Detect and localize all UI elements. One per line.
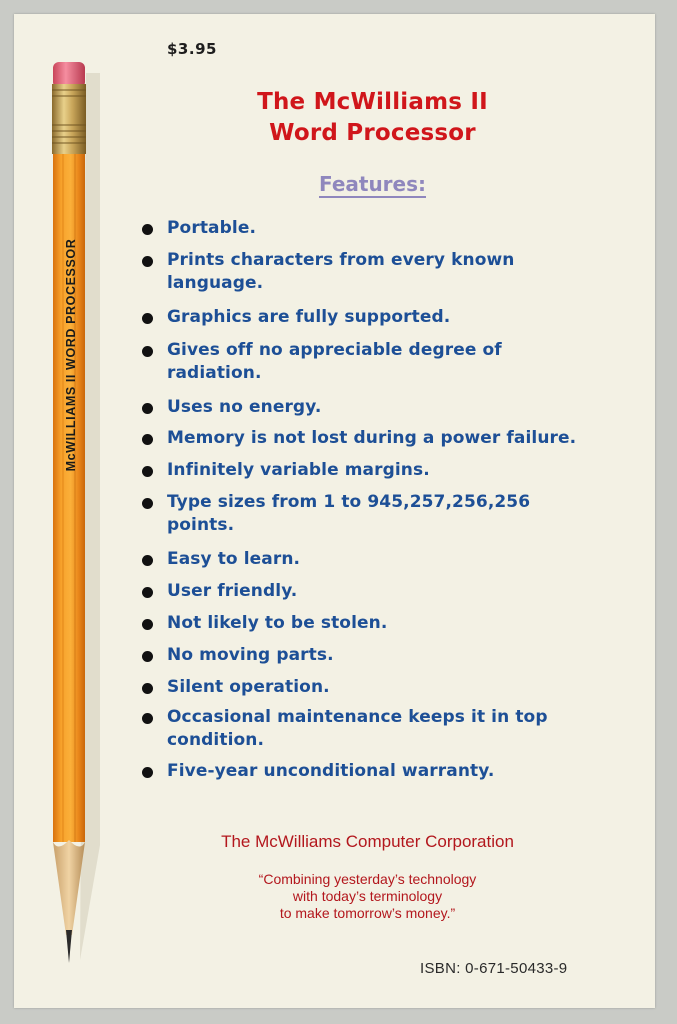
feature-item [139,548,300,571]
feature-text: Five-year unconditional warranty. [167,761,495,781]
feature-text: Silent operation. [167,677,330,697]
feature-item [139,760,494,783]
pencil-wood-tip [53,840,85,935]
bullet-icon [142,587,153,598]
feature-item [139,459,430,482]
feature-text: Occasional maintenance keeps it in top [167,707,548,727]
bullet-icon [142,313,153,324]
pencil-label: McWILLIAMS II WORD PROCESSOR [64,238,78,472]
feature-text: Prints characters from every known [167,250,515,270]
feature-text: User friendly. [167,581,298,601]
bullet-icon [142,619,153,630]
feature-item [139,339,502,385]
feature-text: Not likely to be stolen. [167,613,388,633]
isbn: ISBN: 0-671-50433-9 [420,960,568,977]
feature-item [139,427,576,450]
feature-text: No moving parts. [167,645,334,665]
feature-text: Gives off no appreciable degree of [167,340,502,360]
feature-text: Memory is not lost during a power failure. [167,428,577,448]
feature-text: Portable. [167,218,257,238]
feature-item [139,306,450,329]
bullet-icon [142,224,153,235]
feature-text-continued: language. [167,273,264,293]
bullet-icon [142,434,153,445]
features-heading: Features: [318,172,427,196]
title-line-1: The McWilliams II [257,89,488,115]
corporation-name: The McWilliams Computer Corporation [221,832,514,851]
pencil-illustration [34,55,124,975]
bullet-icon [142,555,153,566]
bullet-icon [142,651,153,662]
book-title [150,87,595,149]
feature-text: Infinitely variable margins. [167,460,430,480]
bullet-icon [142,403,153,414]
bullet-icon [142,256,153,267]
feature-item [139,249,515,295]
bullet-icon [142,683,153,694]
feature-item [139,580,297,603]
bullet-icon [142,346,153,357]
pencil-graphite [66,930,72,963]
feature-text: Uses no energy. [167,397,322,417]
feature-text-continued: condition. [167,730,265,750]
title-line-2: Word Processor [269,120,476,146]
feature-item [139,676,330,699]
feature-item [139,217,256,240]
feature-text: Type sizes from 1 to 945,257,256,256 [167,492,531,512]
corporation-motto: “Combining yesterday’s technology with today’s terminology to make tomorrow’s money.” [258,871,477,921]
bullet-icon [142,498,153,509]
feature-text: Graphics are fully supported. [167,307,451,327]
bullet-icon [142,466,153,477]
feature-item [139,644,334,667]
feature-text-continued: points. [167,515,235,535]
bullet-icon [142,767,153,778]
price: $3.95 [167,40,217,58]
feature-text: Easy to learn. [167,549,301,569]
bullet-icon [142,713,153,724]
feature-item [139,491,530,537]
feature-text-continued: radiation. [167,363,262,383]
feature-item [139,612,387,635]
feature-item [139,396,321,419]
feature-item [139,706,548,752]
